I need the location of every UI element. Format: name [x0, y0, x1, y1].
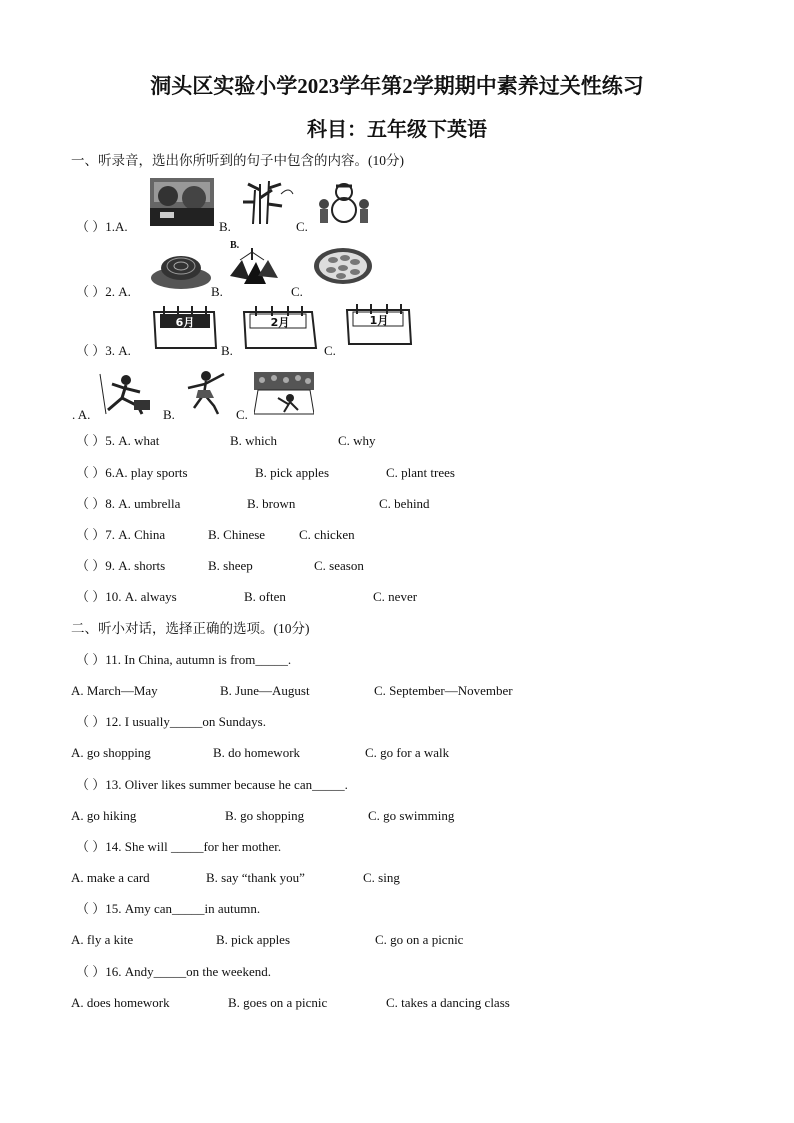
q14-option-c: C. sing [363, 870, 400, 885]
q11-stem: （ ）11. In China, autumn is from_____. [76, 652, 292, 667]
q9-option-c: C. season [314, 558, 364, 573]
q11-option-a: A. March—May [71, 683, 158, 698]
q12-stem: （ ）12. I usually_____on Sundays. [76, 714, 266, 729]
children-snowman-image [316, 180, 372, 228]
q9-option-b: B. sheep [208, 558, 253, 573]
q10-option-b: B. often [244, 589, 286, 604]
boy-running-image [98, 370, 156, 416]
q1-option-c: C. [296, 219, 308, 234]
q16-option-c: C. takes a dancing class [386, 995, 510, 1010]
q4-option-c: C. [236, 407, 248, 422]
q13-option-a: A. go hiking [71, 808, 137, 823]
q10-option-c: C. never [373, 589, 418, 604]
q1-label: （ ）1.A. [76, 219, 128, 234]
q8-option-b: B. brown [247, 496, 296, 511]
dumplings-plate-image [313, 246, 373, 286]
q9-option-a: （ ）9. A. shorts [76, 558, 166, 573]
q15-option-a: A. fly a kite [71, 932, 134, 947]
q14-option-b: B. say “thank you” [206, 870, 305, 885]
q14-stem: （ ）14. She will _____for her mother. [76, 839, 282, 854]
bamboo-plant-image [235, 176, 295, 226]
q13-option-b: B. go shopping [225, 808, 305, 823]
q8-option-a: （ ）8. A. umbrella [76, 496, 181, 511]
q15-stem: （ ）15. Amy can_____in autumn. [76, 901, 261, 916]
q12-option-c: C. go for a walk [365, 745, 450, 760]
section-2-heading: 二、听小对话，选择正确的选项。(10分) [71, 621, 310, 636]
autumn-scene-image [150, 178, 214, 226]
q2-label: （ ）2. A. [76, 284, 131, 299]
calendar-january-label: 1月 [369, 314, 389, 327]
mooncake-plate-image [150, 250, 212, 290]
q11-option-b: B. June—August [220, 683, 310, 698]
q6-option-b: B. pick apples [255, 465, 330, 480]
q2-option-c: C. [291, 284, 303, 299]
q15-option-b: B. pick apples [216, 932, 291, 947]
q3-option-b: B. [221, 343, 233, 358]
calendar-february-image [240, 304, 320, 350]
climbing-wall-image [254, 368, 314, 416]
q16-option-b: B. goes on a picnic [228, 995, 328, 1010]
q15-option-c: C. go on a picnic [375, 932, 464, 947]
q3-label: （ ）3. A. [76, 343, 131, 358]
q6-option-a: （ ）6.A. play sports [76, 465, 188, 480]
section-1-heading: 一、听录音，选出你所听到的句子中包含的内容。(10分) [71, 153, 404, 168]
calendar-june-label: 6月 [175, 316, 195, 329]
q7-option-a: （ ）7. A. China [76, 527, 166, 542]
q14-option-a: A. make a card [71, 870, 150, 885]
q2-option-b: B. [211, 284, 223, 299]
calendar-january-image [343, 302, 415, 346]
q1-option-b: B. [219, 219, 231, 234]
q8-option-c: C. behind [379, 496, 430, 511]
q7-option-b: B. Chinese [208, 527, 266, 542]
q4-label: . A. [72, 407, 91, 422]
q16-stem: （ ）16. Andy_____on the weekend. [76, 964, 271, 979]
q12-option-b: B. do homework [213, 745, 301, 760]
zongzi-bundle-image [224, 246, 280, 290]
q13-option-c: C. go swimming [368, 808, 455, 823]
q7-option-c: C. chicken [299, 527, 355, 542]
q2-extra-b-mark: B. [230, 240, 240, 251]
q11-option-c: C. September—November [374, 683, 513, 698]
exam-title: 洞头区实验小学2023学年第2学期期中素养过关性练习 [150, 74, 644, 98]
q6-option-c: C. plant trees [386, 465, 455, 480]
q5-option-b: B. which [230, 433, 277, 448]
q3-option-c: C. [324, 343, 336, 358]
q13-stem: （ ）13. Oliver likes summer because he can_____. [76, 777, 348, 792]
q4-option-b: B. [163, 407, 175, 422]
exam-subtitle: 科目：五年级下英语 [307, 119, 487, 141]
calendar-february-label: 2月 [270, 316, 290, 329]
q16-option-a: A. does homework [71, 995, 170, 1010]
q5-option-a: （ ）5. A. what [76, 433, 160, 448]
calendar-june-image [150, 304, 220, 350]
girl-dancing-image [180, 368, 230, 416]
q10-option-a: （ ）10. A. always [76, 589, 177, 604]
q12-option-a: A. go shopping [71, 745, 151, 760]
q5-option-c: C. why [338, 433, 376, 448]
